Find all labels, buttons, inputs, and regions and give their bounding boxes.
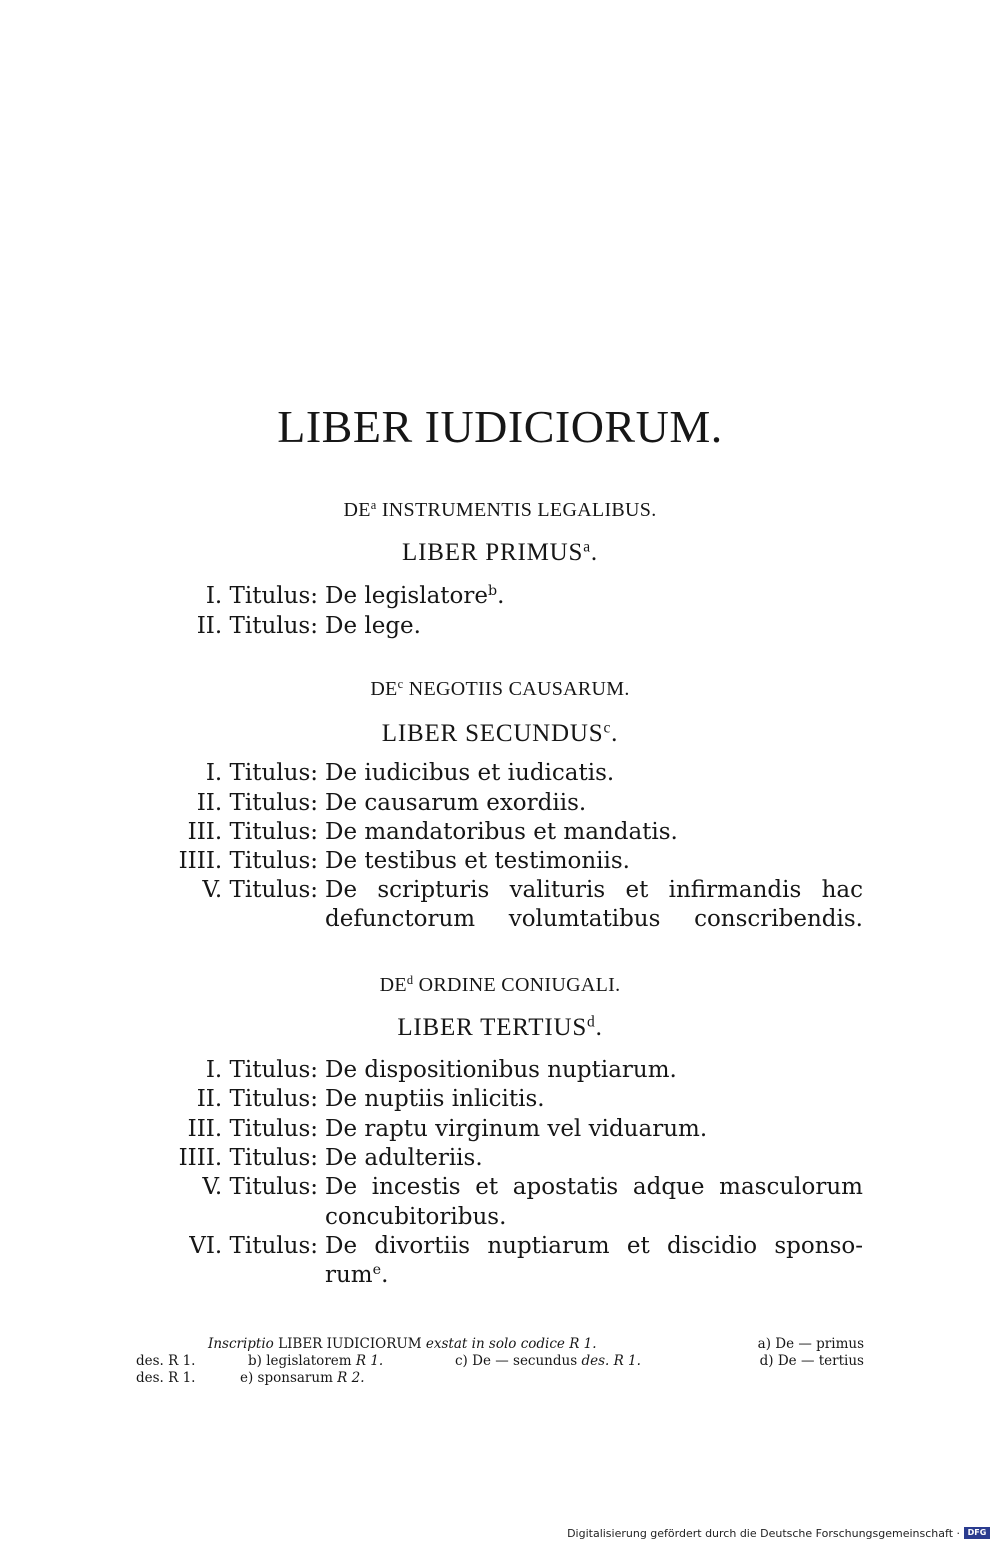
footnote-line-1 bbox=[208, 1336, 597, 1352]
footnote-mark-a[interactable]: a bbox=[583, 538, 591, 556]
titulus-number: I. Titulus: bbox=[205, 760, 318, 786]
titulus-number: VI. Titulus: bbox=[189, 1233, 318, 1259]
footnote-italic: R 1. bbox=[355, 1353, 384, 1369]
titulus-text-continued: defunctorum volumtatibus conscribendis. bbox=[325, 906, 863, 932]
titulus-number: II. Titulus: bbox=[196, 790, 318, 816]
titulus-text-main: rum bbox=[325, 1262, 373, 1288]
book-1-liber bbox=[0, 539, 1000, 567]
heading-rest: INSTRUMENTIS LEGALIBUS. bbox=[381, 499, 657, 521]
book-2-liber bbox=[0, 720, 1000, 748]
book-3-heading bbox=[0, 974, 1000, 997]
heading-rest: NEGOTIIS CAUSARUM. bbox=[408, 678, 630, 700]
liber-label: LIBER PRIMUS bbox=[402, 539, 584, 566]
heading-word: DE bbox=[379, 974, 407, 996]
titulus-number: III. Titulus: bbox=[187, 819, 318, 845]
footnote-mark-e[interactable]: e bbox=[372, 1262, 382, 1279]
dfg-logo: DFG bbox=[964, 1527, 990, 1539]
heading-word: DE bbox=[343, 499, 371, 521]
footnote-text: LIBER IUDICIORUM bbox=[278, 1336, 422, 1352]
liber-end: . bbox=[595, 1014, 603, 1041]
footnote-italic: R 2. bbox=[337, 1370, 365, 1386]
titulus-text-main: De legislatore bbox=[325, 583, 488, 609]
footnote-mark-d[interactable]: d bbox=[587, 1013, 596, 1031]
liber-end: . bbox=[611, 720, 619, 747]
titulus-text: De iudicibus et iudicatis. bbox=[325, 760, 615, 786]
footnote-mark-b[interactable]: b bbox=[487, 583, 498, 600]
book-2-heading bbox=[0, 678, 1000, 701]
titulus-number: I. Titulus: bbox=[205, 583, 318, 609]
footnote-text: b) legislatorem bbox=[248, 1353, 352, 1369]
footnote-mark-a[interactable]: a bbox=[370, 498, 377, 513]
footnote-italic: des. R 1. bbox=[581, 1353, 641, 1369]
titulus-number: III. Titulus: bbox=[187, 1116, 318, 1142]
titulus-text-continued: concubitoribus. bbox=[325, 1204, 507, 1230]
titulus-text: De divortiis nuptiarum et discidio sponso- bbox=[325, 1233, 863, 1259]
titulus-text: De testibus et testimoniis. bbox=[325, 848, 630, 874]
footnote-mark-d[interactable]: d bbox=[406, 973, 414, 988]
footnote-italic: Inscriptio bbox=[208, 1336, 274, 1352]
titulus-number: IIII. Titulus: bbox=[178, 848, 318, 874]
titulus-text: De dispositionibus nuptiarum. bbox=[325, 1057, 677, 1083]
footnote-mark-c[interactable]: c bbox=[397, 677, 404, 692]
footnote-b bbox=[248, 1353, 383, 1369]
titulus-text-continued bbox=[325, 1262, 388, 1288]
page-title: LIBER IUDICIORUM. bbox=[277, 401, 723, 452]
titulus-number: I. Titulus: bbox=[205, 1057, 318, 1083]
footnote-e bbox=[240, 1370, 365, 1386]
titulus-text: De mandatoribus et mandatis. bbox=[325, 819, 678, 845]
titulus-end: . bbox=[497, 583, 505, 609]
heading-rest: ORDINE CONIUGALI. bbox=[418, 974, 621, 996]
titulus-text: De incestis et apostatis adque masculorum bbox=[325, 1174, 863, 1200]
liber-label: LIBER TERTIUS bbox=[397, 1014, 588, 1041]
heading-word: DE bbox=[370, 678, 398, 700]
footnote-line-2-start: des. R 1. bbox=[136, 1353, 196, 1369]
liber-label: LIBER SECUNDUS bbox=[381, 720, 604, 747]
titulus-text: De adulteriis. bbox=[325, 1145, 483, 1171]
book-3-liber bbox=[0, 1014, 1000, 1042]
footnote-text: e) sponsarum bbox=[240, 1370, 333, 1386]
book-1-heading bbox=[0, 499, 1000, 522]
footnote-mark-c[interactable]: c bbox=[603, 719, 612, 737]
titulus-number: V. Titulus: bbox=[202, 877, 318, 903]
titulus-text: De scripturis valituris et infirmandis hac bbox=[325, 877, 863, 903]
footnote-text: c) De — secundus bbox=[455, 1353, 578, 1369]
titulus-text bbox=[325, 583, 504, 609]
footnote-italic: exstat in solo codice R 1. bbox=[425, 1336, 597, 1352]
titulus-text: De raptu virginum vel viduarum. bbox=[325, 1116, 708, 1142]
titulus-text: De causarum exordiis. bbox=[325, 790, 587, 816]
digitization-credit: Digitalisierung gefördert durch die Deutsche Forschungsgemeinschaft · bbox=[567, 1527, 960, 1540]
footnote-a: a) De — primus bbox=[757, 1336, 864, 1352]
titulus-number: V. Titulus: bbox=[202, 1174, 318, 1200]
footnote-d: d) De — tertius bbox=[759, 1353, 864, 1369]
titulus-number: IIII. Titulus: bbox=[178, 1145, 318, 1171]
titulus-number: II. Titulus: bbox=[196, 613, 318, 639]
footnote-line-3-start: des. R 1. bbox=[136, 1370, 196, 1386]
titulus-text: De nuptiis inlicitis. bbox=[325, 1086, 545, 1112]
titulus-text: De lege. bbox=[325, 613, 421, 639]
titulus-end: . bbox=[381, 1262, 389, 1288]
titulus-number: II. Titulus: bbox=[196, 1086, 318, 1112]
liber-end: . bbox=[590, 539, 598, 566]
footnote-c bbox=[455, 1353, 641, 1369]
